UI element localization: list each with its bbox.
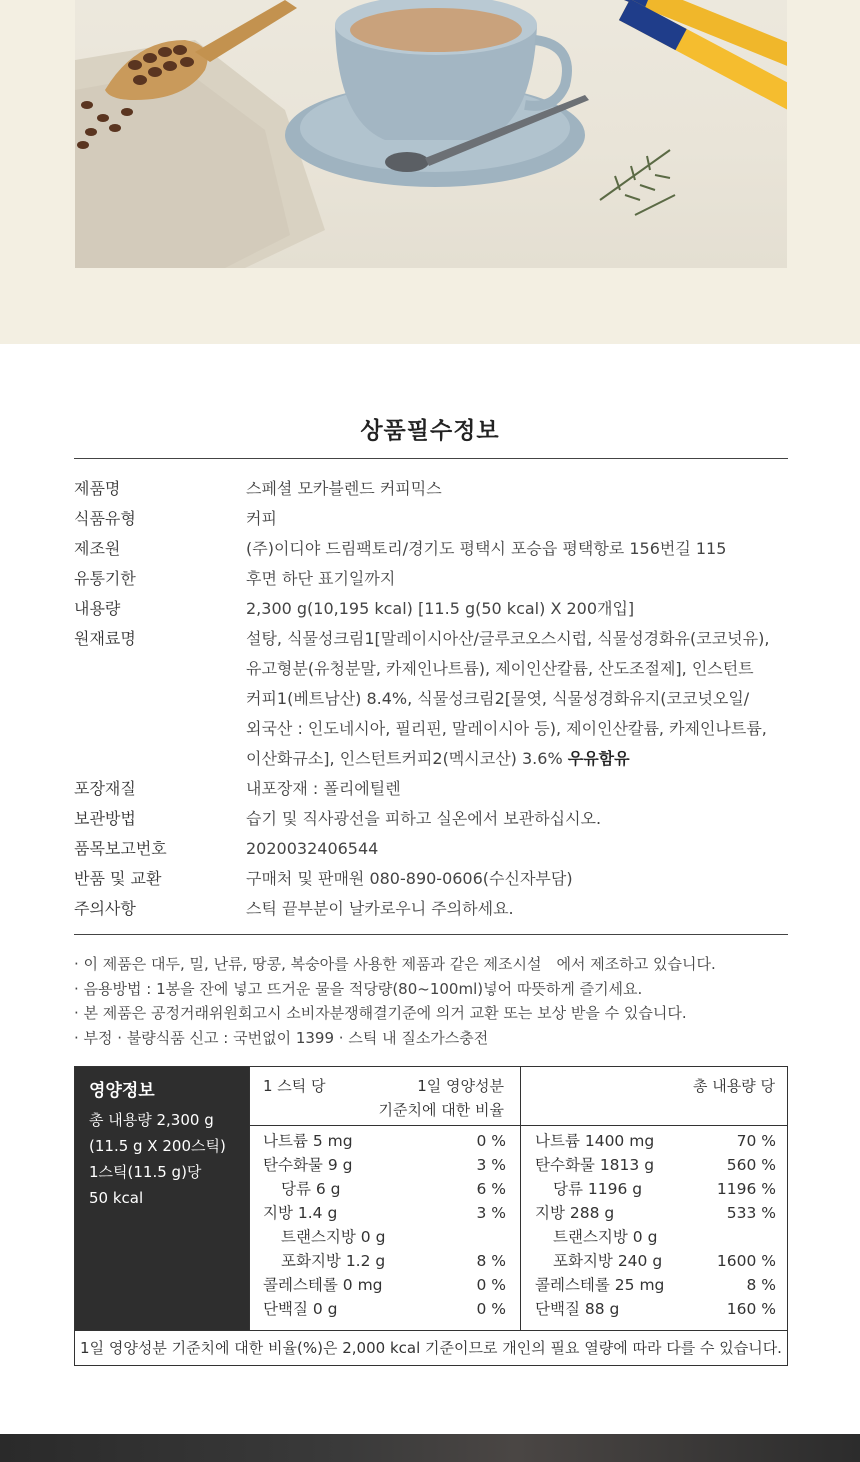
- ingredients-line: 커피1(베트남산) 8.4%, 식물성크림2[물엿, 식물성경화유지(코코넛오일/: [246, 689, 750, 708]
- nutrient-name: 나트륨 5 mg: [263, 1132, 353, 1150]
- column-divider: [249, 1067, 250, 1330]
- nutrient-row: [263, 1249, 506, 1273]
- info-value: 스페셜 모카블렌드 커피믹스: [246, 479, 442, 498]
- nutrition-summary-line: 총 내용량 2,300 g: [89, 1111, 214, 1129]
- nutrient-percent: 3 %: [476, 1204, 506, 1222]
- info-row: [74, 864, 788, 894]
- nutrition-summary-line: 1스틱(11.5 g)당: [89, 1163, 202, 1181]
- info-row: [74, 504, 788, 534]
- info-row-ingredients: [74, 624, 788, 774]
- info-label: 유통기한: [74, 569, 136, 588]
- nutrient-name: 단백질 88 g: [535, 1300, 620, 1318]
- nutrient-percent: 533 %: [726, 1204, 776, 1222]
- nutrient-name: 콜레스테롤 25 mg: [535, 1276, 665, 1294]
- nutrition-summary: [75, 1067, 249, 1330]
- nutrient-row: [263, 1153, 506, 1177]
- info-row: [74, 474, 788, 504]
- top-divider: [74, 458, 788, 459]
- info-label: 보관방법: [74, 809, 136, 828]
- nutrient-name: 콜레스테롤 0 mg: [263, 1276, 383, 1294]
- note-item: · 부정 · 불량식품 신고 : 국번없이 1399 · 스틱 내 질소가스충전: [74, 1028, 489, 1047]
- page-title: 상품필수정보: [360, 418, 500, 444]
- nutrient-name: 당류 6 g: [281, 1180, 341, 1198]
- nutrient-percent: 160 %: [726, 1300, 776, 1318]
- nutrient-name: 지방 1.4 g: [263, 1204, 338, 1222]
- ingredients-line: 이산화규소], 인스턴트커피2(멕시코산) 3.6%: [246, 749, 563, 768]
- ingredients-line-last: [246, 744, 786, 774]
- nutrient-percent: 1600 %: [716, 1252, 776, 1270]
- per-stick-header-label: 1 스틱 당: [263, 1077, 326, 1095]
- product-info-table: [74, 474, 788, 924]
- nutrient-name: 탄수화물 9 g: [263, 1156, 353, 1174]
- info-row: [74, 834, 788, 864]
- daily-value-header-2: 기준치에 대한 비율: [378, 1101, 504, 1119]
- ingredients-value: [246, 624, 786, 774]
- info-row: [74, 534, 788, 564]
- note-item: · 본 제품은 공정거래위원회고시 소비자분쟁해결기준에 의거 교환 또는 보상 받을 수 있습니다.: [74, 1004, 687, 1022]
- bottom-divider: [74, 934, 788, 935]
- per-total-header: [521, 1067, 787, 1126]
- product-photo: [75, 0, 787, 268]
- nutrient-row: [263, 1201, 506, 1225]
- per-stick-header: [249, 1067, 520, 1126]
- info-label: 제조원: [74, 539, 121, 558]
- nutrient-percent: 70 %: [736, 1132, 776, 1150]
- info-row: [74, 594, 788, 624]
- nutrient-percent: 8 %: [476, 1252, 506, 1270]
- info-row: [74, 894, 788, 924]
- nutrient-row: [535, 1273, 776, 1297]
- nutrient-row: [535, 1225, 776, 1249]
- nutrient-row: [535, 1249, 776, 1273]
- nutrient-name: 트랜스지방 0 g: [281, 1228, 386, 1246]
- info-label: 품목보고번호: [74, 839, 167, 858]
- nutrient-percent: 560 %: [726, 1156, 776, 1174]
- hero-background: [0, 0, 860, 344]
- nutrient-row: [263, 1177, 506, 1201]
- nutrient-name: 포화지방 1.2 g: [281, 1252, 386, 1270]
- nutrition-summary-line: 50 kcal: [89, 1189, 144, 1207]
- nutrition-title: 영양정보: [89, 1081, 155, 1101]
- nutrient-percent: 0 %: [476, 1276, 506, 1294]
- ingredients-line: 유고형분(유청분말, 카제인나트륨), 제이인산칼륨, 산도조절제], 인스턴트: [246, 659, 754, 678]
- note-item: · 이 제품은 대두, 밀, 난류, 땅콩, 복숭아를 사용한 제품과 같은 제조시설 에서 제조하고 있습니다.: [74, 955, 716, 973]
- nutrient-name: 단백질 0 g: [263, 1300, 338, 1318]
- nutrition-table: [74, 1066, 788, 1366]
- info-label: 내용량: [74, 599, 121, 618]
- info-label: 제품명: [74, 479, 121, 498]
- ingredients-line: 외국산 : 인도네시아, 필리핀, 말레이시아 등), 제이인산칼륨, 카제인나트륨,: [246, 719, 767, 738]
- info-label: 식품유형: [74, 509, 136, 528]
- info-value: 커피: [246, 509, 277, 528]
- notes-list: [74, 952, 788, 1050]
- nutrient-name: 나트륨 1400 mg: [535, 1132, 655, 1150]
- nutrient-percent: 1196 %: [716, 1180, 776, 1198]
- nutrient-row: [535, 1153, 776, 1177]
- info-label: 포장재질: [74, 779, 136, 798]
- daily-value-header-1: 1일 영양성분: [417, 1077, 504, 1095]
- ingredients-line: 설탕, 식물성크림1[말레이시아산/글루코오스시럽, 식물성경화유(코코넛유),: [246, 629, 770, 648]
- nutrient-name: 당류 1196 g: [553, 1180, 643, 1198]
- per-total-header-label: 총 내용량 당: [693, 1077, 775, 1095]
- info-value: 습기 및 직사광선을 피하고 실온에서 보관하십시오.: [246, 809, 602, 828]
- nutrient-percent: 3 %: [476, 1156, 506, 1174]
- nutrition-summary-line: (11.5 g X 200스틱): [89, 1137, 226, 1155]
- info-value: 내포장재 : 폴리에틸렌: [246, 779, 401, 798]
- coffee-scene-illustration: [75, 0, 787, 268]
- info-value: 2020032406544: [246, 839, 379, 858]
- nutrient-name: 지방 288 g: [535, 1204, 615, 1222]
- next-section-photo-edge: [0, 1434, 860, 1462]
- nutrient-row: [535, 1297, 776, 1321]
- nutrient-percent: 0 %: [476, 1132, 506, 1150]
- nutrient-row: [263, 1225, 506, 1249]
- nutrient-percent: 8 %: [746, 1276, 776, 1294]
- info-label: 원재료명: [74, 629, 136, 648]
- info-value: 후면 하단 표기일까지: [246, 569, 396, 588]
- nutrition-footnote: 1일 영양성분 기준치에 대한 비율(%)은 2,000 kcal 기준이므로 개인의 필요 열량에 따라 다를 수 있습니다.: [80, 1339, 782, 1357]
- nutrient-row: [535, 1201, 776, 1225]
- column-divider: [520, 1067, 521, 1330]
- note-item: · 음용방법 : 1봉을 잔에 넣고 뜨거운 물을 적당량(80~100ml)넣어 따뜻하게 즐기세요.: [74, 979, 643, 998]
- nutrient-row: [263, 1297, 506, 1321]
- nutrient-row: [263, 1273, 506, 1297]
- per-total-rows: [535, 1129, 776, 1321]
- nutrient-percent: 6 %: [476, 1180, 506, 1198]
- nutrient-row: [535, 1177, 776, 1201]
- info-value: 구매처 및 판매원 080-890-0606(수신자부담): [246, 869, 573, 888]
- nutrient-row: [263, 1129, 506, 1153]
- info-value: 2,300 g(10,195 kcal) [11.5 g(50 kcal) X 200개입]: [246, 599, 635, 618]
- per-stick-rows: [263, 1129, 506, 1321]
- info-row: [74, 774, 788, 804]
- nutrient-name: 탄수화물 1813 g: [535, 1156, 655, 1174]
- nutrient-name: 트랜스지방 0 g: [553, 1228, 658, 1246]
- info-label: 반품 및 교환: [74, 869, 162, 888]
- info-value: 스틱 끝부분이 날카로우니 주의하세요.: [246, 899, 514, 918]
- nutrient-row: [535, 1129, 776, 1153]
- info-row: [74, 804, 788, 834]
- nutrient-percent: 0 %: [476, 1300, 506, 1318]
- info-row: [74, 564, 788, 594]
- nutrient-name: 포화지방 240 g: [553, 1252, 663, 1270]
- info-value: (주)이디야 드림팩토리/경기도 평택시 포승읍 평택항로 156번길 115: [246, 539, 727, 558]
- info-label: 주의사항: [74, 899, 136, 918]
- milk-allergen-label: 우유함유: [567, 749, 630, 768]
